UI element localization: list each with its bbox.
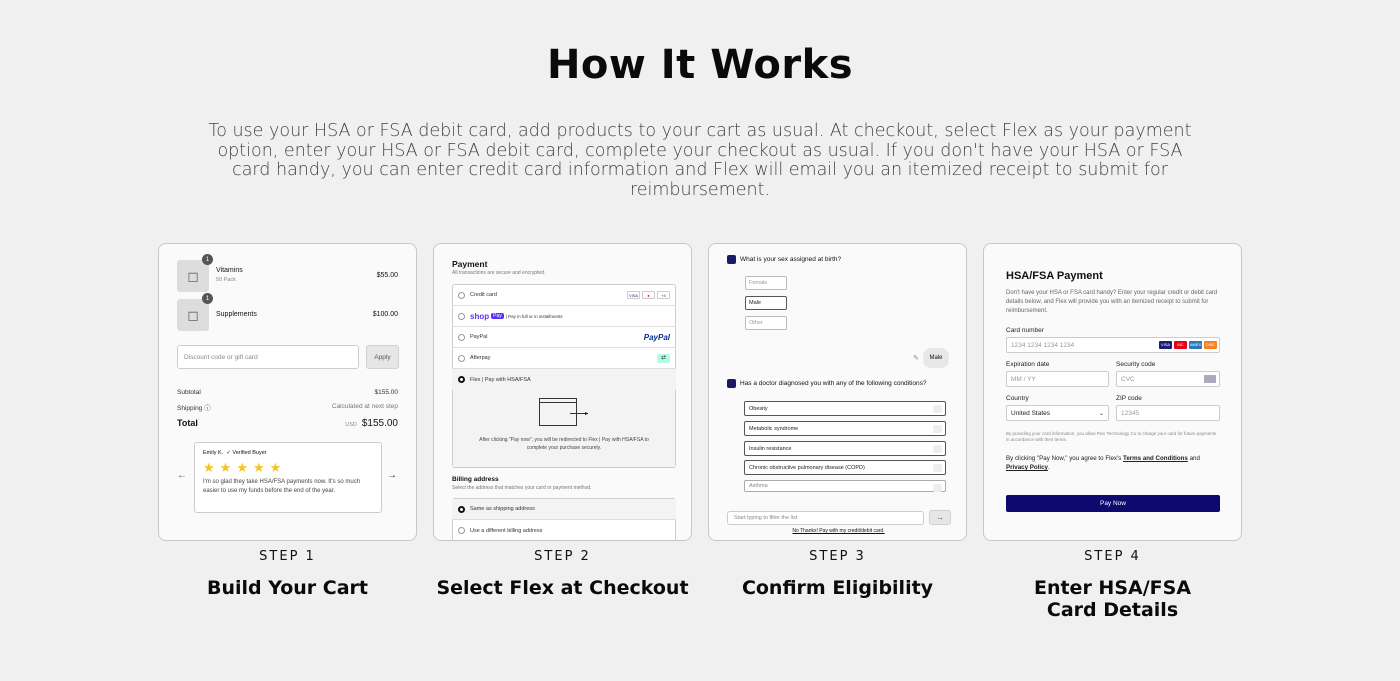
discover-icon: DISC [1205,342,1216,347]
country-select[interactable]: United States ⌄ [1006,405,1109,421]
agreement-text: By clicking "Pay Now," you agree to Flex's Terms and Conditions and Privacy Policy. [1006,455,1200,471]
option-paypal[interactable]: PayPal PayPal [452,327,676,348]
option-flex[interactable]: Flex | Pay with HSA/FSA [452,369,676,390]
condition-option[interactable]: Chronic obstructive pulmonary disease (COPD) [744,460,946,475]
expiry-label: Expiration date [1006,361,1050,368]
visa-icon: VISA [1160,342,1171,347]
quantity-badge: 1 [202,293,213,304]
option-afterpay[interactable]: Afterpay ⇄ [452,348,676,369]
cvc-input[interactable]: CVC [1116,371,1220,387]
star-rating [203,459,286,477]
item-variant: 50 Pack [216,277,236,283]
total-label: Total [177,418,198,428]
option-credit-card[interactable]: Credit card VISA ● +4 [452,285,676,306]
visa-icon: VISA [628,293,639,298]
browser-redirect-icon: ▸ [539,398,577,426]
edit-icon[interactable]: ✎ [913,355,919,362]
condition-option[interactable]: Obesity [744,401,946,416]
page-description: To use your HSA or FSA debit card, add products to your cart as usual. At checkout, select Flex as your payment option, enter your HSA or FSA debit card, complete your checkout as usual. If you don't have your HSA or FSA card handy, you can enter credit card information and Flex will email you an itemized receipt to submit for reimbursement. [208,121,1192,200]
item-price: $55.00 [376,272,398,279]
subtotal-label: Subtotal [177,389,201,396]
afterpay-icon: ⇄ [657,354,670,363]
expiry-input[interactable]: MM / YY [1006,371,1109,387]
item-name: Vitamins [216,267,243,274]
option-other[interactable]: Other [745,316,787,330]
condition-option[interactable]: Insulin resistance [744,441,946,456]
card-number-input[interactable]: 1234 1234 1234 1234 VISA MC AMEX DISC [1006,337,1220,353]
send-arrow-button[interactable]: → [929,510,951,525]
item-name: Supplements [216,311,257,318]
star-icon: ★ [252,460,265,475]
subtotal-value: $155.00 [374,389,398,396]
step-title: Enter HSA/FSA Card Details [1033,577,1192,621]
amex-icon: AMEX [1189,342,1202,347]
step-label: STEP 4 [1084,549,1141,564]
flex-bot-icon [727,379,736,388]
review-text: I'm so glad they take HSA/FSA payments now. It's so much easier to use my funds before the end of the year. [203,479,361,494]
quantity-badge: 1 [202,254,213,265]
card-number-label: Card number [1006,327,1044,334]
review-author-row: Emily K. ✓ Verified Buyer [203,450,267,456]
billing-same[interactable]: Same as shipping address [452,499,676,520]
zip-input[interactable]: 12345 [1116,405,1220,421]
help-icon: ⓘ [204,405,211,412]
more-cards-badge: +4 [657,291,670,299]
page-title: How It Works [546,42,854,88]
arrow-left-icon[interactable]: ← [177,470,187,481]
card-fine-print: By providing your card information, you allow Flex Technology Co to charge your card for future payments in accordance with their terms. [1006,431,1217,442]
mastercard-icon: MC [1174,341,1187,349]
step3-eligibility-preview [708,243,967,541]
privacy-link[interactable]: Privacy Policy [1006,464,1048,471]
step-title: Select Flex at Checkout [436,577,689,599]
product-thumb [177,295,210,331]
item-price: $100.00 [372,311,398,318]
redirect-note: After clicking "Pay now", you will be redirected to Flex | Pay with HSA/FSA to complete your purchase securely. [479,437,649,451]
flex-panel [453,390,675,467]
question-sex: What is your sex assigned at birth? [740,256,842,263]
apply-button[interactable]: Apply [366,345,399,369]
payment-subtitle: All transactions are secure and encrypted. [452,270,546,276]
step-label: STEP 3 [809,549,866,564]
country-label: Country [1006,395,1029,402]
mastercard-icon: ● [642,291,655,299]
no-thanks-link[interactable]: No Thanks! Pay with my credit/debit card. [792,528,885,534]
product-thumb [177,256,210,292]
chevron-down-icon: ⌄ [1098,410,1104,417]
payment-title: Payment [452,259,488,269]
flex-bot-icon [727,255,736,264]
star-icon: ★ [236,460,248,475]
shipping-value: Calculated at next step [331,403,398,410]
terms-link[interactable]: Terms and Conditions [1123,455,1188,462]
hsa-title: HSA/FSA Payment [1006,270,1103,282]
box-icon: ◻ [187,267,199,284]
step-title: Confirm Eligibility [741,577,934,599]
review-card [194,442,382,513]
pay-now-button[interactable]: Pay Now [1006,495,1220,512]
billing-title: Billing address [452,476,499,483]
step-title: Build Your Cart [206,577,369,599]
filter-input[interactable]: Start typing to filter the list [727,511,924,525]
step2-payment-preview [433,243,692,541]
billing-different[interactable]: Use a different billing address [452,520,676,541]
option-female[interactable]: Female [745,276,787,290]
option-male[interactable]: Male [745,296,787,310]
check-circle-icon: ✓ [226,450,231,456]
paypal-logo: PayPal [643,332,670,342]
step4-hsa-payment-preview [983,243,1242,541]
star-icon: ★ [203,460,215,475]
step-label: STEP 1 [259,549,316,564]
cvc-card-icon [1204,375,1216,383]
answer-bubble: Male [923,348,949,368]
question-conditions: Has a doctor diagnosed you with any of the following conditions? [740,380,927,387]
star-icon: ★ [219,460,232,475]
star-icon: ★ [269,460,282,475]
box-icon: ◻ [187,306,199,323]
step-label: STEP 2 [534,549,591,564]
billing-subtitle: Select the address that matches your card or payment method. [452,485,592,491]
cvc-label: Security code [1116,361,1156,368]
total-value: USD $155.00 [345,418,398,429]
shipping-label: Shipping ⓘ [177,405,211,412]
condition-option[interactable]: Metabolic syndrome [744,421,946,436]
option-shop-pay[interactable]: shop Pay | Pay in full or in installments [452,306,676,327]
hsa-intro: Don't have your HSA or FSA card handy? Enter your regular credit or debit card details below, and Flex will provide you with an itemized receipt to submit for reimbursement. [1006,290,1218,314]
step1-cart-preview [158,243,417,541]
zip-label: ZIP code [1116,395,1142,402]
condition-option[interactable]: Asthma [744,480,946,492]
arrow-right-icon[interactable]: → [387,470,397,481]
discount-input[interactable]: Discount code or gift card [177,345,359,369]
